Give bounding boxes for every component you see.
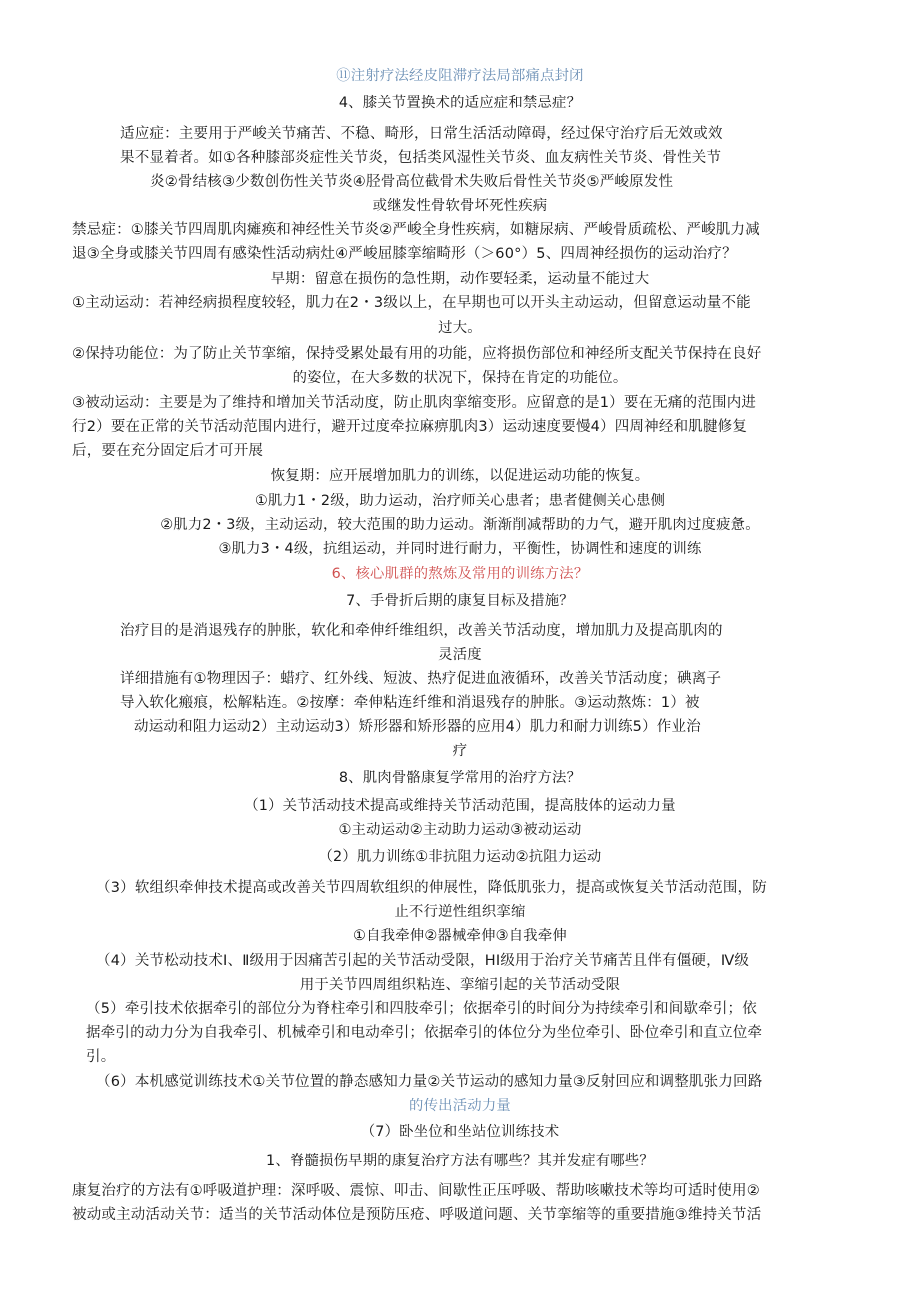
spinal-treatment-line-1: 康复治疗的方法有①呼吸道护理：深呼吸、震惊、叩击、间歇性正压呼吸、帮助咳嗽技术等均可适时使用② xyxy=(72,1183,760,1199)
indications-line-4: 或继发性骨软骨坏死性疾病 xyxy=(372,198,548,214)
indications-line-3: 炎②骨结核③少数创伤性关节炎④胫骨高位截骨术失败后骨性关节炎⑤严峻原发性 xyxy=(150,174,674,190)
contraindications-line-1: 禁忌症：①膝关节四周肌肉瘫痪和神经性关节炎②严峻全身性疾病，如糖尿病、严峻骨质疏松、严峻肌力减 xyxy=(72,222,760,238)
method-6-line-1: （6）本机感觉训练技术①关节位置的静态感知力量②关节运动的感知力量③反射回应和调整肌张力回路 xyxy=(96,1074,763,1090)
method-5-line-3: 引。 xyxy=(86,1049,116,1065)
method-6-line-2: 的传出活动力量 xyxy=(409,1098,511,1114)
method-4-line-1: （4）关节松动技术Ⅰ、Ⅱ级用于因痛苦引起的关节活动受限，HI级用于治疗关节痛苦且伴有僵硬，Ⅳ级 xyxy=(96,953,750,969)
method-1-items: ①主动运动②主动助力运动③被动运动 xyxy=(338,822,582,838)
heading-hand-fracture: 7、手骨折后期的康复目标及措施？ xyxy=(346,593,574,609)
method-3-items: ①自我牵伸②器械牵伸③自我牵伸 xyxy=(353,928,567,944)
measures-line-4: 疗 xyxy=(452,743,468,759)
treatment-goal-line-1: 治疗目的是消退残存的肿胀，软化和牵伸纤维组织，改善关节活动度，增加肌力及提高肌肉的 xyxy=(120,623,723,639)
measures-line-2: 导入软化瘢痕，松解粘连。②按摩：牵伸粘连纤维和消退残存的肿胀。③运动熬炼：1）被 xyxy=(120,695,700,711)
treatment-goal-line-2: 灵活度 xyxy=(438,647,482,663)
method-5-line-2: 据牵引的动力分为自我牵引、机械牵引和电动牵引；依据牵引的体位分为坐位牵引、卧位牵引和直立位牵 xyxy=(86,1025,763,1041)
functional-position-line-2: 的姿位，在大多数的状况下，保持在肯定的功能位。 xyxy=(292,370,628,386)
muscle-strength-3-4-line: ③肌力3・4级，抗组运动，并同时进行耐力，平衡性，协调性和速度的训练 xyxy=(218,541,702,557)
method-5-line-1: （5）牵引技术依据牵引的部位分为脊柱牵引和四肢牵引；依据牵引的时间分为持续牵引和间歇牵引；依 xyxy=(86,1001,757,1017)
injection-therapy-line: ⑪注射疗法经皮阻滞疗法局部痛点封闭 xyxy=(336,68,584,84)
method-2-line: （2）肌力训练①非抗阻力运动②抗阻力运动 xyxy=(318,849,602,865)
measures-line-3: 动运动和阻力运动2）主动运动3）矫形器和矫形器的应用4）肌力和耐力训练5）作业治 xyxy=(134,719,701,735)
active-exercise-line-1: ①主动运动：若神经病损程度较轻，肌力在2・3级以上，在早期也可以开头主动运动，但留意运动量不能 xyxy=(72,295,751,311)
heading-spinal-cord: 1、脊髓损伤早期的康复治疗方法有哪些？其并发症有哪些？ xyxy=(266,1153,654,1169)
method-4-line-2: 用于关节四周组织粘连、挛缩引起的关节活动受限 xyxy=(299,977,621,993)
method-1-line: （1）关节活动技术提高或维持关节活动范围，提高肢体的运动力量 xyxy=(244,798,676,814)
passive-exercise-line-3: 后，要在充分固定后才可开展 xyxy=(72,443,264,459)
heading-knee-replacement: 4、膝关节置换术的适应症和禁忌症？ xyxy=(338,95,582,111)
heading-musculoskeletal: 8、肌肉骨骼康复学常用的治疗方法？ xyxy=(338,770,582,786)
measures-line-1: 详细措施有①物理因子：蜡疗、红外线、短波、热疗促进血液循环，改善关节活动度；碘离子 xyxy=(120,671,722,687)
indications-line-1: 适应症：主要用于严峻关节痛苦、不稳、畸形，日常生活活动障碍，经过保守治疗后无效或效 xyxy=(120,126,723,142)
muscle-strength-1-2-line: ①肌力1・2级，助力运动，治疗师关心患者；患者健侧关心患侧 xyxy=(254,493,666,509)
active-exercise-line-2: 过大。 xyxy=(438,320,482,336)
early-stage-line: 早期：留意在损伤的急性期，动作要轻柔，运动量不能过大 xyxy=(270,271,650,287)
heading-core-muscle: 6、核心肌群的熬炼及常用的训练方法？ xyxy=(331,566,589,582)
indications-line-2: 果不显着者。如①各种膝部炎症性关节炎，包括类风湿性关节炎、血友病性关节炎、骨性关节 xyxy=(120,150,722,166)
method-7-line: （7）卧坐位和坐站位训练技术 xyxy=(360,1124,560,1140)
method-3-line-1: （3）软组织牵伸技术提高或改善关节四周软组织的伸展性，降低肌张力，提高或恢复关节活动范围，防 xyxy=(96,880,767,896)
muscle-strength-2-3-line: ②肌力2・3级，主动运动，较大范围的助力运动。渐渐削减帮助的力气，避开肌肉过度疲惫。 xyxy=(160,517,760,533)
spinal-treatment-line-2: 被动或主动活动关节：适当的关节活动体位是预防压疮、呼吸道问题、关节挛缩等的重要措施③维持关节活 xyxy=(72,1207,762,1223)
contraindications-line-2: 退③全身或膝关节四周有感染性活动病灶④严峻屈膝挛缩畸形（＞60°）5、四周神经损伤的运动治疗？ xyxy=(72,246,737,262)
functional-position-line-1: ②保持功能位：为了防止关节挛缩，保持受累处最有用的功能，应将损伤部位和神经所支配关节保持在良好 xyxy=(72,346,762,362)
passive-exercise-line-1: ③被动运动：主要是为了维持和增加关节活动度，防止肌肉挛缩变形。应留意的是1）要在无痛的范围内进 xyxy=(72,395,757,411)
method-3-line-2: 止不行逆性组织挛缩 xyxy=(394,904,526,920)
passive-exercise-line-2: 行2）要在正常的关节活动范围内进行，避开过度牵拉麻痹肌肉3）运动速度要慢4）四周神经和肌腱修复 xyxy=(72,419,748,435)
recovery-stage-line: 恢复期：应开展增加肌力的训练，以促进运动功能的恢复。 xyxy=(270,468,650,484)
